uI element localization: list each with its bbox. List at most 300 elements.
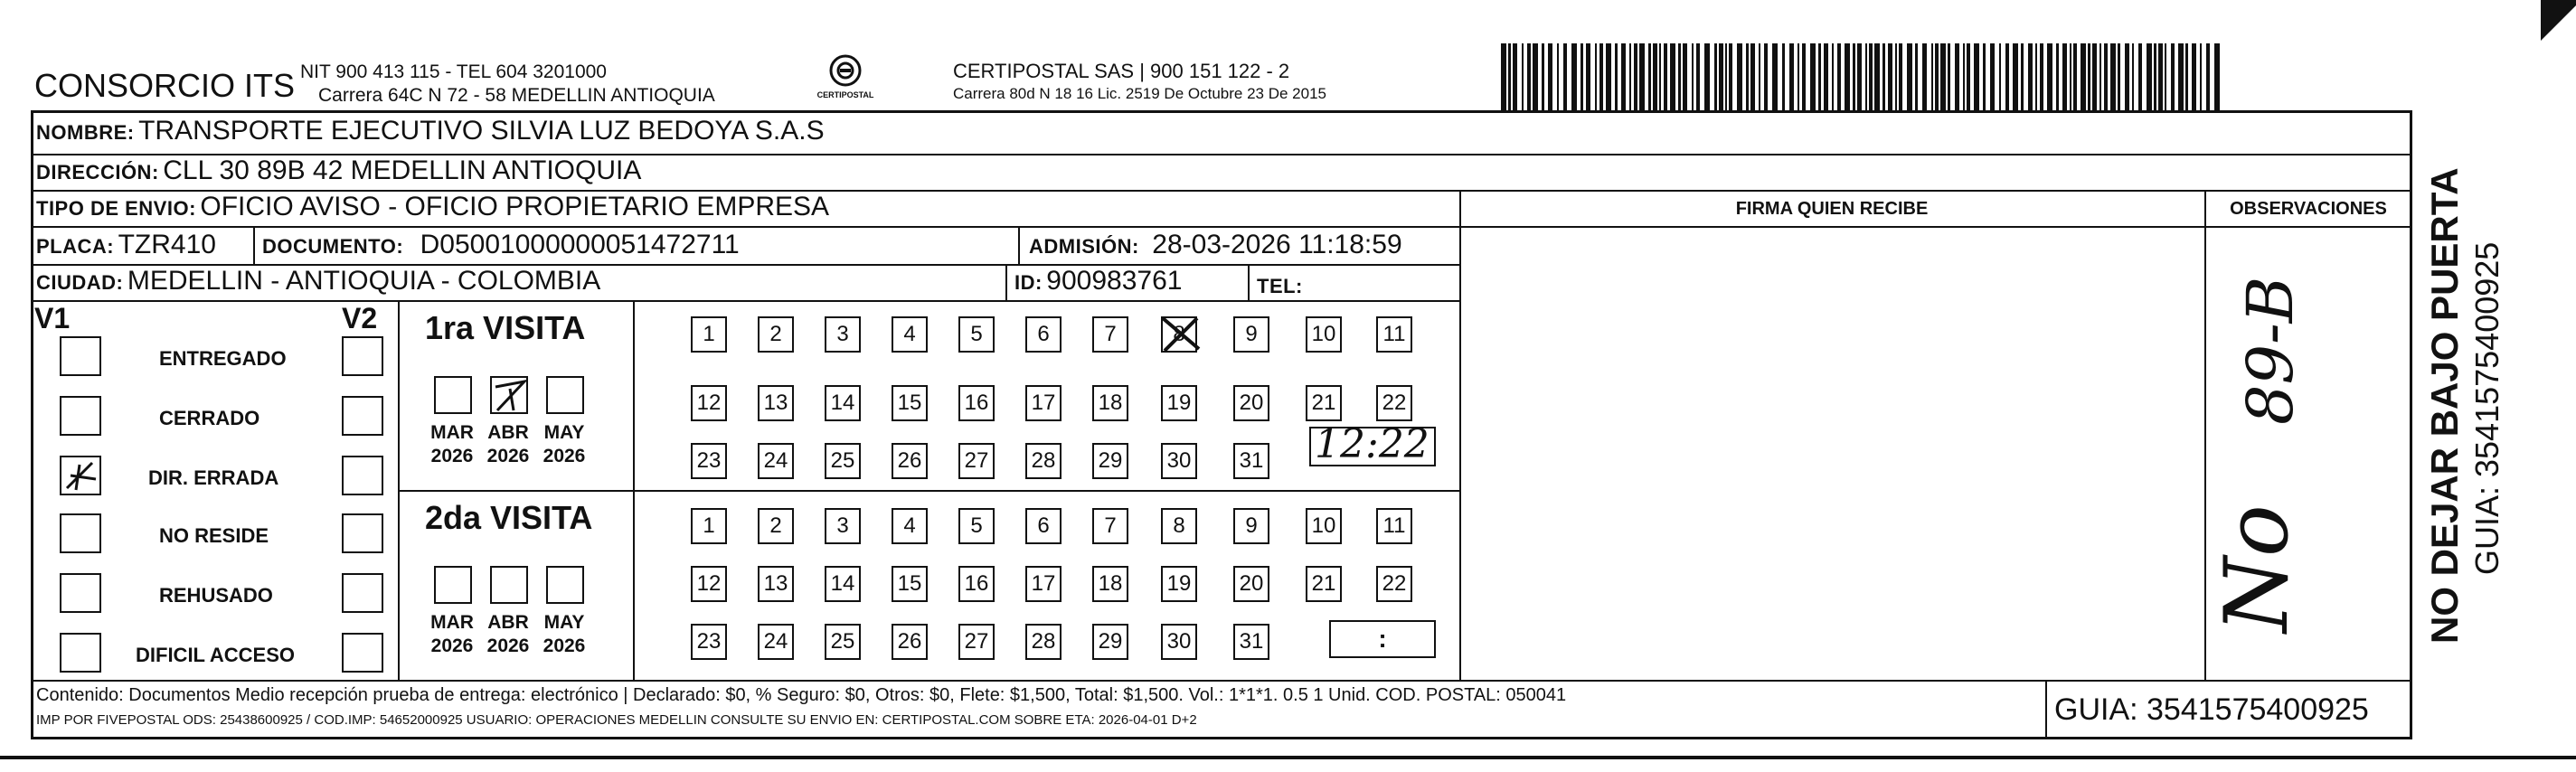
day-number: 4 bbox=[903, 322, 916, 346]
barcode-bar bbox=[2185, 43, 2188, 112]
year-label: 2026 bbox=[486, 635, 530, 656]
day-box[interactable] bbox=[691, 566, 727, 602]
barcode-bar bbox=[1955, 43, 1959, 112]
day-box[interactable] bbox=[1092, 443, 1128, 479]
barcode-bar bbox=[1508, 43, 1511, 112]
visit1-time-box bbox=[1309, 421, 1436, 467]
barcode-bar bbox=[2154, 43, 2156, 112]
status-label: CERRADO bbox=[159, 407, 260, 429]
day-box[interactable] bbox=[1025, 508, 1062, 544]
barcode-bar bbox=[1704, 43, 1710, 112]
barcode-bar bbox=[1948, 43, 1950, 112]
day-box[interactable] bbox=[1025, 624, 1062, 660]
tel-label: TEL: bbox=[1257, 275, 1303, 297]
barcode-bar bbox=[1772, 43, 1778, 112]
day-number: 12 bbox=[696, 391, 722, 415]
day-number: 19 bbox=[1166, 571, 1192, 596]
certipostal-line-2: Carrera 80d N 18 16 Lic. 2519 De Octubre 23 De 2015 bbox=[953, 85, 1326, 102]
day-number: 21 bbox=[1311, 571, 1336, 596]
certipostal-logo bbox=[814, 51, 877, 107]
day-number: 29 bbox=[1098, 629, 1123, 654]
month-year-label bbox=[481, 611, 535, 658]
day-number: 2 bbox=[769, 513, 782, 538]
barcode-bar bbox=[1907, 43, 1912, 112]
day-number: 26 bbox=[897, 448, 922, 473]
certipostal-line-1: CERTIPOSTAL SAS | 900 151 122 - 2 bbox=[953, 60, 1290, 82]
day-number: 11 bbox=[1382, 322, 1406, 346]
day-number: 10 bbox=[1311, 322, 1336, 346]
barcode-bar bbox=[1725, 43, 1727, 112]
barcode-bar bbox=[2165, 43, 2166, 112]
day-number: 25 bbox=[830, 448, 855, 473]
tipo-envio-label: TIPO DE ENVIO: bbox=[36, 197, 196, 220]
day-box[interactable] bbox=[958, 316, 995, 353]
barcode-bar bbox=[2158, 43, 2163, 112]
day-number: 1 bbox=[703, 513, 715, 538]
barcode-bar bbox=[2147, 43, 2152, 112]
day-number: 18 bbox=[1098, 571, 1123, 596]
month-checkbox[interactable] bbox=[490, 376, 528, 414]
day-number: 17 bbox=[1031, 571, 1056, 596]
v1-checkbox[interactable] bbox=[60, 396, 101, 436]
v2-checkbox[interactable] bbox=[342, 456, 383, 495]
barcode-bar bbox=[1782, 43, 1785, 112]
v1-checkbox[interactable] bbox=[60, 573, 101, 613]
day-number: 11 bbox=[1382, 513, 1406, 538]
barcode-bar bbox=[1935, 43, 1939, 112]
barcode-bar bbox=[1513, 43, 1517, 112]
month-year-label bbox=[537, 611, 591, 658]
day-box[interactable] bbox=[1161, 508, 1197, 544]
day-number: 25 bbox=[830, 629, 855, 654]
visit2-time-placeholder: : bbox=[1378, 625, 1387, 653]
barcode-bar bbox=[1931, 43, 1933, 112]
company-name: CONSORCIO ITS bbox=[34, 67, 296, 104]
barcode-bar bbox=[2070, 43, 2071, 112]
day-box[interactable] bbox=[892, 443, 928, 479]
year-label: 2026 bbox=[430, 635, 474, 656]
barcode-bar bbox=[2214, 43, 2220, 112]
day-box[interactable] bbox=[1306, 385, 1342, 421]
day-box[interactable] bbox=[1092, 316, 1128, 353]
barcode-bar bbox=[2206, 43, 2210, 112]
id-value: 900983761 bbox=[1046, 266, 1183, 296]
day-number: 22 bbox=[1382, 571, 1407, 596]
barcode-bar bbox=[2125, 43, 2129, 112]
day-box[interactable] bbox=[1025, 316, 1062, 353]
day-number: 28 bbox=[1031, 629, 1056, 654]
ciudad-label: CIUDAD: bbox=[36, 271, 124, 294]
barcode-bar bbox=[1888, 43, 1892, 112]
status-label: DIR. ERRADA bbox=[148, 466, 279, 489]
day-box[interactable] bbox=[958, 385, 995, 421]
day-box[interactable] bbox=[825, 624, 861, 660]
day-number: 22 bbox=[1382, 391, 1407, 415]
day-box[interactable] bbox=[1233, 624, 1269, 660]
day-box[interactable] bbox=[1306, 508, 1342, 544]
status-label: NO RESIDE bbox=[159, 524, 269, 547]
day-box[interactable] bbox=[825, 316, 861, 353]
day-number: 6 bbox=[1037, 322, 1050, 346]
barcode-bar bbox=[2028, 43, 2033, 112]
ciudad-value: MEDELLIN - ANTIOQUIA - COLOMBIA bbox=[127, 266, 601, 296]
day-number: 1 bbox=[703, 322, 715, 346]
day-box[interactable] bbox=[758, 316, 794, 353]
month-year-label bbox=[481, 421, 535, 468]
barcode-bar bbox=[2092, 43, 2097, 112]
barcode-bar bbox=[1606, 43, 1611, 112]
barcode-bar bbox=[1696, 43, 1700, 112]
barcode-bar bbox=[1802, 43, 1806, 112]
day-number: 26 bbox=[897, 629, 922, 654]
year-label: 2026 bbox=[543, 635, 586, 656]
placa-label: PLACA: bbox=[36, 235, 115, 258]
cross-mark-icon bbox=[1157, 313, 1204, 354]
admision-value: 28-03-2026 11:18:59 bbox=[1152, 230, 1402, 259]
day-box[interactable] bbox=[892, 385, 928, 421]
footer-imp: IMP POR FIVEPOSTAL ODS: 25438600925 / COD.IMP: 54652000925 USUARIO: OPERACIONES MEDELLIN CONSULTE SU ENVIO EN: CERTIPOSTAL.COM SOBRE ETA: 2026-04-01 D+2 bbox=[36, 712, 1197, 728]
barcode-bar bbox=[1922, 43, 1927, 112]
v1-header: V1 bbox=[34, 302, 71, 334]
barcode-bar bbox=[1621, 43, 1626, 112]
barcode-bar bbox=[1653, 43, 1657, 112]
barcode-bar bbox=[1659, 43, 1661, 112]
day-box[interactable] bbox=[758, 443, 794, 479]
barcode-bar bbox=[1557, 43, 1559, 112]
day-box[interactable] bbox=[1233, 385, 1269, 421]
barcode-bar bbox=[1824, 43, 1828, 112]
year-label: 2026 bbox=[430, 446, 474, 466]
day-number: 5 bbox=[970, 513, 983, 538]
day-box[interactable] bbox=[1025, 566, 1062, 602]
barcode-bar bbox=[2171, 43, 2175, 112]
day-number: 21 bbox=[1311, 391, 1336, 415]
barcode-bar bbox=[1869, 43, 1873, 112]
barcode-bar bbox=[1999, 43, 2001, 112]
barcode bbox=[1501, 43, 2224, 112]
barcode-bar bbox=[2192, 43, 2196, 112]
v1-checkbox[interactable] bbox=[60, 336, 101, 376]
v2-checkbox[interactable] bbox=[342, 633, 383, 673]
day-box[interactable] bbox=[758, 508, 794, 544]
day-number: 13 bbox=[763, 571, 788, 596]
barcode-bar bbox=[1629, 43, 1631, 112]
day-number: 4 bbox=[903, 513, 916, 538]
barcode-bar bbox=[1810, 43, 1816, 112]
second-visit-title: 2da VISITA bbox=[425, 499, 593, 536]
barcode-bar bbox=[1533, 43, 1538, 112]
day-number: 13 bbox=[763, 391, 788, 415]
day-box[interactable] bbox=[1376, 566, 1412, 602]
day-number: 24 bbox=[763, 448, 788, 473]
barcode-bar bbox=[2099, 43, 2101, 112]
status-label: ENTREGADO bbox=[159, 347, 287, 370]
barcode-bar bbox=[1750, 43, 1755, 112]
day-number: 8 bbox=[1173, 322, 1185, 346]
day-number: 15 bbox=[897, 571, 922, 596]
barcode-bar bbox=[2005, 43, 2009, 112]
day-number: 12 bbox=[696, 571, 722, 596]
day-box[interactable] bbox=[1092, 624, 1128, 660]
month-label: MAR bbox=[430, 612, 474, 633]
day-number: 3 bbox=[836, 513, 849, 538]
day-number: 15 bbox=[897, 391, 922, 415]
v1-checkbox[interactable] bbox=[60, 456, 101, 495]
barcode-bar bbox=[1899, 43, 1902, 112]
barcode-bar bbox=[1759, 43, 1760, 112]
day-number: 29 bbox=[1098, 448, 1123, 473]
visit1-time-handwritten: 12:22 bbox=[1315, 421, 1430, 467]
barcode-bar bbox=[1789, 43, 1794, 112]
day-box[interactable] bbox=[758, 385, 794, 421]
nombre-value: TRANSPORTE EJECUTIVO SILVIA LUZ BEDOYA S.A.S bbox=[138, 116, 825, 146]
month-label: MAY bbox=[543, 422, 585, 443]
day-box[interactable] bbox=[1025, 443, 1062, 479]
month-label: MAR bbox=[430, 422, 474, 443]
documento-value: D05001000000051472711 bbox=[420, 230, 740, 259]
day-box[interactable] bbox=[1306, 566, 1342, 602]
barcode-bar bbox=[1967, 43, 1970, 112]
footer-contenido: Contenido: Documentos Medio recepción prueba de entrega: electrónico | Declarado: $0, % Seguro: $0, Otros: $0, Flete: $1,500, Total: $1,500. Vol.: 1*1*1. 0.5 1 Unid. COD. POSTAL: 050041 bbox=[36, 685, 1567, 705]
day-box[interactable] bbox=[892, 316, 928, 353]
month-label: ABR bbox=[487, 422, 529, 443]
side-warning: NO DEJAR BAJO PUERTA bbox=[2423, 167, 2466, 644]
day-number: 30 bbox=[1166, 448, 1192, 473]
barcode-bar bbox=[2021, 43, 2024, 112]
observation-handwritten-top: 89-B bbox=[2233, 276, 2307, 425]
day-box[interactable] bbox=[1376, 508, 1412, 544]
day-box[interactable] bbox=[1092, 508, 1128, 544]
v1-checkbox[interactable] bbox=[60, 633, 101, 673]
day-number: 3 bbox=[836, 322, 849, 346]
day-number: 9 bbox=[1245, 513, 1258, 538]
barcode-bar bbox=[1719, 43, 1723, 112]
day-number: 30 bbox=[1166, 629, 1192, 654]
day-number: 18 bbox=[1098, 391, 1123, 415]
barcode-bar bbox=[1764, 43, 1768, 112]
day-box[interactable] bbox=[691, 316, 727, 353]
barcode-bar bbox=[1857, 43, 1862, 112]
day-box[interactable] bbox=[1161, 624, 1197, 660]
barcode-bar bbox=[2178, 43, 2184, 112]
day-box[interactable] bbox=[892, 624, 928, 660]
day-number: 9 bbox=[1245, 322, 1258, 346]
barcode-bar bbox=[1548, 43, 1552, 112]
day-box[interactable] bbox=[958, 624, 995, 660]
day-number: 2 bbox=[769, 322, 782, 346]
day-number: 7 bbox=[1104, 513, 1117, 538]
barcode-bar bbox=[1542, 43, 1544, 112]
barcode-bar bbox=[2104, 43, 2108, 112]
day-box[interactable] bbox=[1306, 316, 1342, 353]
barcode-bar bbox=[2138, 43, 2142, 112]
barcode-bar bbox=[1664, 43, 1667, 112]
day-box[interactable] bbox=[1233, 443, 1269, 479]
barcode-bar bbox=[1639, 43, 1645, 112]
day-number: 20 bbox=[1239, 391, 1264, 415]
day-number: 14 bbox=[830, 571, 855, 596]
bottom-edge bbox=[0, 756, 2576, 759]
month-checkbox[interactable] bbox=[434, 376, 472, 414]
observaciones-header: OBSERVACIONES bbox=[2230, 199, 2387, 219]
v2-checkbox[interactable] bbox=[342, 513, 383, 553]
day-box[interactable] bbox=[892, 508, 928, 544]
month-year-label bbox=[425, 421, 479, 468]
day-number: 8 bbox=[1173, 513, 1185, 538]
day-box[interactable] bbox=[1233, 316, 1269, 353]
v2-checkbox[interactable] bbox=[342, 573, 383, 613]
day-box[interactable] bbox=[1161, 566, 1197, 602]
day-number: 28 bbox=[1031, 448, 1056, 473]
day-box[interactable] bbox=[825, 443, 861, 479]
day-number: 27 bbox=[964, 448, 989, 473]
day-number: 17 bbox=[1031, 391, 1056, 415]
day-box[interactable] bbox=[691, 624, 727, 660]
day-number: 19 bbox=[1166, 391, 1192, 415]
barcode-bar bbox=[1865, 43, 1867, 112]
placa-value: TZR410 bbox=[118, 230, 216, 259]
day-box[interactable] bbox=[1233, 508, 1269, 544]
month-checkbox[interactable] bbox=[546, 376, 584, 414]
month-checkbox[interactable] bbox=[546, 566, 584, 604]
day-box[interactable] bbox=[1376, 385, 1412, 421]
footer-guia: GUIA: 3541575400925 bbox=[2054, 692, 2369, 727]
day-number: 16 bbox=[964, 571, 989, 596]
day-box[interactable] bbox=[825, 508, 861, 544]
v1-checkbox[interactable] bbox=[60, 513, 101, 553]
day-number: 24 bbox=[763, 629, 788, 654]
day-box[interactable] bbox=[1233, 566, 1269, 602]
day-box[interactable] bbox=[758, 624, 794, 660]
barcode-bar bbox=[2132, 43, 2134, 112]
barcode-bar bbox=[1874, 43, 1880, 112]
barcode-bar bbox=[1678, 43, 1681, 112]
barcode-bar bbox=[1599, 43, 1603, 112]
day-box[interactable] bbox=[958, 508, 995, 544]
status-label: REHUSADO bbox=[159, 584, 273, 607]
v2-checkbox[interactable] bbox=[342, 396, 383, 436]
barcode-bar bbox=[1915, 43, 1918, 112]
barcode-bar bbox=[2056, 43, 2059, 112]
admision-label: ADMISIÓN: bbox=[1029, 235, 1139, 258]
barcode-bar bbox=[2073, 43, 2077, 112]
day-number: 31 bbox=[1239, 448, 1264, 473]
day-box[interactable] bbox=[1376, 316, 1412, 353]
barcode-bar bbox=[1634, 43, 1637, 112]
direccion-label: DIRECCIÓN: bbox=[36, 161, 159, 184]
day-box[interactable] bbox=[825, 566, 861, 602]
day-box[interactable] bbox=[958, 566, 995, 602]
barcode-bar bbox=[2040, 43, 2043, 112]
barcode-bar bbox=[1845, 43, 1850, 112]
day-box[interactable] bbox=[691, 385, 727, 421]
year-label: 2026 bbox=[486, 446, 530, 466]
barcode-bar bbox=[1729, 43, 1732, 112]
day-box[interactable] bbox=[825, 385, 861, 421]
day-box[interactable] bbox=[892, 566, 928, 602]
company-line-2: Carrera 64C N 72 - 58 MEDELLIN ANTIOQUIA bbox=[318, 85, 715, 106]
check-mark-icon bbox=[61, 457, 99, 494]
barcode-bar bbox=[2035, 43, 2037, 112]
year-label: 2026 bbox=[543, 446, 586, 466]
day-number: 7 bbox=[1104, 322, 1117, 346]
month-checkbox[interactable] bbox=[490, 566, 528, 604]
first-visit-title: 1ra VISITA bbox=[425, 309, 586, 346]
barcode-bar bbox=[2088, 43, 2090, 112]
day-box[interactable] bbox=[1092, 385, 1128, 421]
barcode-bar bbox=[1683, 43, 1687, 112]
v2-header: V2 bbox=[342, 302, 378, 334]
day-number: 14 bbox=[830, 391, 855, 415]
barcode-bar bbox=[1522, 43, 1524, 112]
day-box[interactable] bbox=[1092, 566, 1128, 602]
day-box[interactable] bbox=[691, 508, 727, 544]
barcode-bar bbox=[1581, 43, 1583, 112]
barcode-bar bbox=[2110, 43, 2116, 112]
barcode-bar bbox=[1670, 43, 1675, 112]
day-box[interactable] bbox=[758, 566, 794, 602]
barcode-bar bbox=[1853, 43, 1855, 112]
barcode-bar bbox=[1990, 43, 1995, 112]
barcode-bar bbox=[1837, 43, 1841, 112]
day-number: 6 bbox=[1037, 513, 1050, 538]
month-year-label bbox=[425, 611, 479, 658]
day-box[interactable] bbox=[1161, 443, 1197, 479]
day-box[interactable] bbox=[1161, 316, 1197, 353]
day-box[interactable] bbox=[1025, 385, 1062, 421]
barcode-bar bbox=[1882, 43, 1885, 112]
logo-text: CERTIPOSTAL bbox=[816, 90, 874, 99]
barcode-bar bbox=[1692, 43, 1694, 112]
barcode-bar bbox=[1527, 43, 1531, 112]
day-number: 10 bbox=[1311, 513, 1336, 538]
corner-mark bbox=[2541, 0, 2576, 54]
barcode-bar bbox=[1648, 43, 1651, 112]
day-number: 31 bbox=[1239, 629, 1264, 654]
barcode-bar bbox=[1983, 43, 1986, 112]
barcode-bar bbox=[2062, 43, 2067, 112]
month-label: ABR bbox=[487, 612, 529, 633]
barcode-bar bbox=[1818, 43, 1821, 112]
barcode-bar bbox=[1974, 43, 1979, 112]
day-number: 23 bbox=[696, 629, 722, 654]
observation-handwritten-bottom: No bbox=[2206, 504, 2307, 633]
day-box[interactable] bbox=[958, 443, 995, 479]
v2-checkbox[interactable] bbox=[342, 336, 383, 376]
visit2-time-box[interactable] bbox=[1329, 620, 1436, 658]
day-box[interactable] bbox=[1161, 385, 1197, 421]
company-line-1: NIT 900 413 115 - TEL 604 3201000 bbox=[300, 61, 607, 82]
tipo-envio-value: OFICIO AVISO - OFICIO PROPIETARIO EMPRESA bbox=[200, 192, 830, 221]
firma-header: FIRMA QUIEN RECIBE bbox=[1735, 199, 1929, 219]
barcode-bar bbox=[2081, 43, 2086, 112]
barcode-bar bbox=[1563, 43, 1567, 112]
day-number: 23 bbox=[696, 448, 722, 473]
barcode-bar bbox=[1963, 43, 1965, 112]
month-checkbox[interactable] bbox=[434, 566, 472, 604]
barcode-bar bbox=[1615, 43, 1618, 112]
barcode-bar bbox=[1798, 43, 1799, 112]
day-number: 27 bbox=[964, 629, 989, 654]
month-label: MAY bbox=[543, 612, 585, 633]
barcode-bar bbox=[1895, 43, 1897, 112]
barcode-bar bbox=[2047, 43, 2052, 112]
side-guia: GUIA: 3541575400925 bbox=[2468, 241, 2505, 575]
day-box[interactable] bbox=[691, 443, 727, 479]
day-number: 16 bbox=[964, 391, 989, 415]
barcode-bar bbox=[2200, 43, 2202, 112]
barcode-bar bbox=[1737, 43, 1742, 112]
